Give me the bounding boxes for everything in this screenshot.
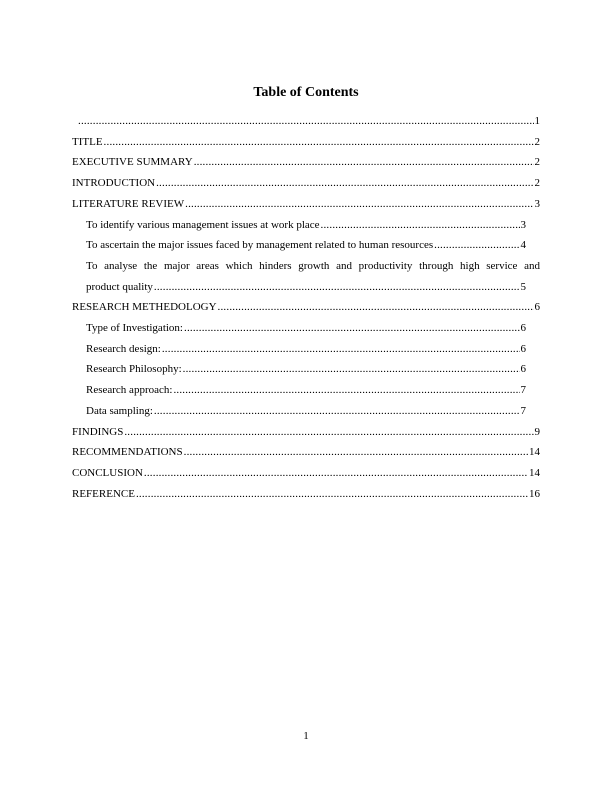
toc-entry-reference[interactable] (72, 484, 540, 505)
toc-entry-page: 2 (534, 177, 540, 190)
toc-entry-page: 16 (529, 487, 540, 500)
toc-entry-page: 2 (534, 156, 540, 169)
toc-entry-research-methedology[interactable] (72, 297, 540, 318)
toc-entry-label: TITLE (72, 135, 103, 148)
table-of-contents (72, 111, 540, 504)
toc-entry-page: 4 (520, 239, 526, 252)
toc-entry-page: 9 (534, 425, 540, 438)
toc-entry-page: 14 (529, 446, 540, 459)
toc-leader-dots (154, 401, 520, 422)
toc-leader-dots (78, 111, 534, 132)
toc-entry-page: 3 (520, 218, 526, 231)
toc-entry-label: Research approach: (86, 384, 173, 397)
toc-entry-label-line-1: To analyse the major areas which hinders growth and productivity through high service and (86, 259, 540, 272)
toc-entry-literature-review[interactable] (72, 194, 540, 215)
toc-entry-growth-productivity[interactable] (72, 256, 540, 297)
toc-entry-page: 6 (534, 301, 540, 314)
toc-entry-page: 6 (520, 363, 526, 376)
toc-entry-label: Type of Investigation: (86, 322, 183, 335)
toc-leader-dots (218, 297, 534, 318)
toc-leader-dots (124, 422, 533, 443)
toc-entry-findings[interactable] (72, 422, 540, 443)
toc-entry-type-of-investigation[interactable] (72, 318, 540, 339)
toc-entry-label: Research design: (86, 342, 161, 355)
toc-entry-page: 5 (520, 280, 526, 293)
toc-leader-dots (321, 215, 520, 236)
toc-leader-dots (173, 380, 519, 401)
toc-entry-line-2 (86, 277, 540, 298)
toc-entry-label: INTRODUCTION (72, 177, 156, 190)
toc-entry-label: To identify various management issues at work place (86, 218, 320, 231)
page-title: Table of Contents (253, 85, 359, 100)
toc-leader-dots (184, 442, 528, 463)
page-number: 1 (303, 730, 309, 742)
toc-entry-page: 3 (534, 197, 540, 210)
toc-leader-dots (434, 235, 519, 256)
toc-entry-label: RECOMMENDATIONS (72, 446, 183, 459)
toc-leader-dots (104, 132, 534, 153)
toc-entry-page: 7 (520, 384, 526, 397)
toc-entry-label: REFERENCE (72, 487, 135, 500)
toc-leader-dots (185, 194, 533, 215)
toc-entry-label: RESEARCH METHEDOLOGY (72, 301, 217, 314)
toc-entry-research-approach[interactable] (72, 380, 540, 401)
toc-entry-human-resources-issues[interactable] (72, 235, 540, 256)
toc-entry-label: To ascertain the major issues faced by management related to human resources (86, 239, 434, 252)
toc-entry-label-line-2: product quality (86, 280, 153, 293)
toc-entry-page: 6 (520, 342, 526, 355)
toc-entry-label: LITERATURE REVIEW (72, 197, 185, 210)
toc-entry-page: 14 (529, 466, 540, 479)
toc-leader-dots (184, 318, 520, 339)
toc-leader-dots (183, 359, 520, 380)
toc-leader-dots (156, 173, 533, 194)
toc-entry-page: 6 (520, 322, 526, 335)
toc-entry-untitled[interactable] (72, 111, 540, 132)
toc-entry-label: FINDINGS (72, 425, 124, 438)
toc-entry-data-sampling[interactable] (72, 401, 540, 422)
toc-entry-executive-summary[interactable] (72, 152, 540, 173)
toc-entry-recommendations[interactable] (72, 442, 540, 463)
toc-entry-conclusion[interactable] (72, 463, 540, 484)
toc-entry-title[interactable] (72, 132, 540, 153)
toc-entry-label: EXECUTIVE SUMMARY (72, 156, 193, 169)
toc-leader-dots (136, 484, 528, 505)
toc-entry-management-issues[interactable] (72, 215, 540, 236)
toc-entry-research-design[interactable] (72, 339, 540, 360)
toc-entry-page: 7 (520, 404, 526, 417)
toc-leader-dots (162, 339, 520, 360)
toc-entry-label: CONCLUSION (72, 466, 143, 479)
toc-leader-dots (144, 463, 528, 484)
toc-entry-research-philosophy[interactable] (72, 359, 540, 380)
toc-entry-label: Data sampling: (86, 404, 153, 417)
toc-entry-label: Research Philosophy: (86, 363, 182, 376)
toc-entry-page: 1 (534, 115, 540, 127)
toc-entry-introduction[interactable] (72, 173, 540, 194)
toc-leader-dots (194, 152, 534, 173)
toc-entry-page: 2 (534, 135, 540, 148)
toc-leader-dots (154, 277, 520, 298)
